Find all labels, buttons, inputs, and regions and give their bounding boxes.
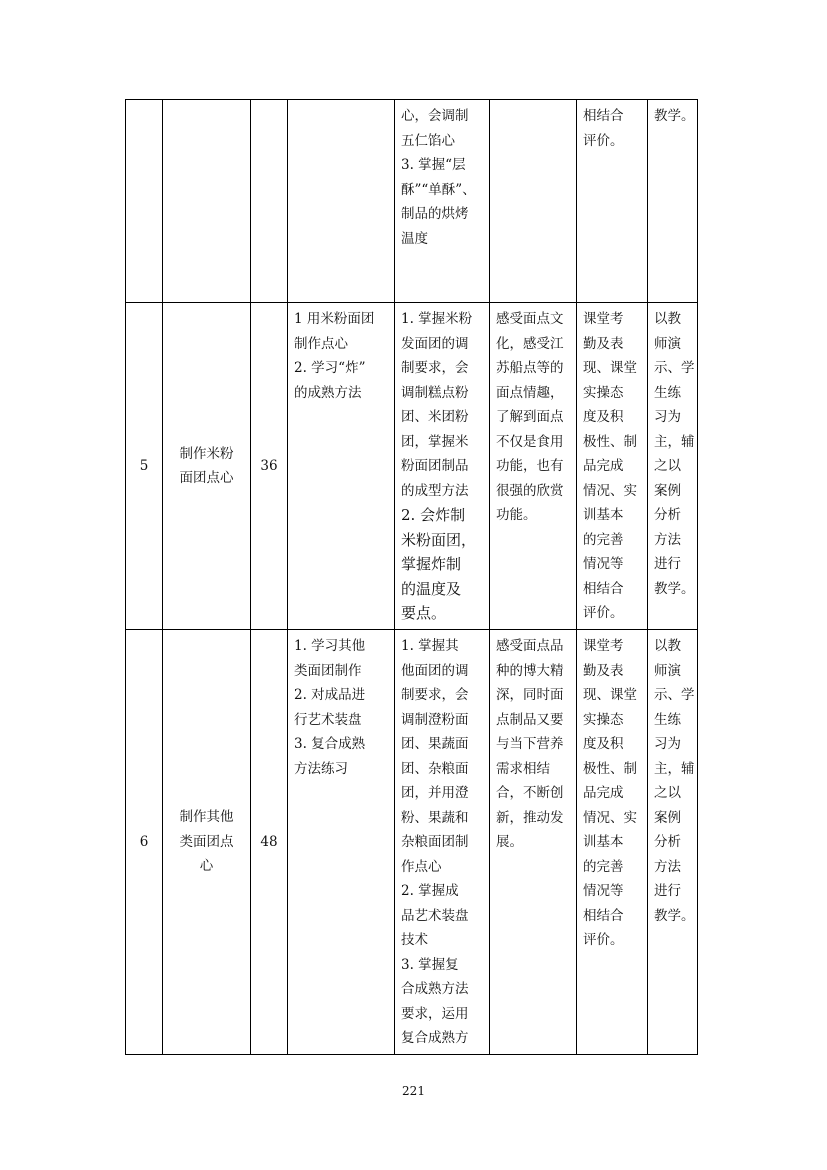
- cell-line: 实操态: [583, 711, 624, 728]
- row-number-cell: [126, 100, 163, 303]
- cell-line: 师演: [654, 662, 681, 679]
- cell-text: 5: [139, 457, 149, 474]
- cell-line: 作点心: [401, 858, 442, 875]
- cell-line: 团、杂粮面: [401, 760, 469, 777]
- teaching-content-cell: [288, 303, 395, 630]
- cell-line: 教学。: [654, 907, 695, 924]
- knowledge-skill-cell: [395, 630, 490, 1055]
- cell-line: 粉面团制品: [401, 458, 469, 474]
- cell-line: 温度: [401, 230, 428, 247]
- evaluation-cell: [577, 630, 648, 1055]
- hours-cell: [251, 630, 288, 1055]
- table-row: [126, 100, 698, 303]
- cell-line: 主，辅: [654, 760, 695, 777]
- cell-line: 制要求，会: [401, 687, 469, 703]
- cell-line: 酥”“单酥”、: [401, 181, 476, 198]
- cell-text: 48: [260, 833, 278, 850]
- cell-line: 教学。: [654, 580, 695, 597]
- knowledge-skill-cell: [395, 100, 490, 303]
- project-name-cell: [163, 303, 251, 630]
- cell-line: 技术: [401, 932, 428, 948]
- cell-line: 生练: [654, 384, 681, 401]
- cell-line: 案例: [654, 809, 681, 826]
- cell-line: 分析: [654, 507, 681, 523]
- cell-line: 情况、实: [583, 809, 637, 826]
- cell-line: 五仁馅心: [401, 132, 455, 149]
- cell-line: 心: [199, 858, 214, 875]
- page-number: 221: [402, 1084, 425, 1098]
- cell-line: 度及积: [583, 736, 624, 752]
- cell-line: 生练: [654, 711, 681, 728]
- cell-line: 情况、实: [583, 482, 637, 499]
- cell-line: 调制澄粉面: [401, 711, 469, 728]
- cell-line: 感受面点文: [496, 311, 564, 327]
- cell-line: 示、学: [654, 360, 695, 376]
- hours-cell: [251, 100, 288, 303]
- cell-line: 课堂考: [583, 311, 624, 327]
- cell-line: 团，掌握米: [401, 433, 469, 450]
- cell-line: 2. 会炸制: [401, 506, 466, 524]
- cell-line: 实操态: [583, 384, 624, 401]
- cell-line: 评价。: [583, 932, 624, 948]
- cell-line: 的温度及: [401, 579, 462, 598]
- cell-line: 3. 掌握复: [401, 956, 459, 973]
- cell-line: 1 用米粉面团: [294, 311, 375, 327]
- cell-line: 深，同时面: [496, 687, 564, 703]
- teaching-content-cell: [288, 630, 395, 1055]
- project-name-cell: [163, 630, 251, 1055]
- cell-line: 主，辅: [654, 433, 695, 450]
- cell-line: 了解到面点: [496, 409, 564, 425]
- cell-line: 的完善: [583, 858, 624, 875]
- cell-line: 示、学: [654, 687, 695, 703]
- cell-line: 习为: [654, 736, 681, 752]
- table-row: [126, 303, 698, 630]
- cell-line: 类面团制作: [294, 662, 362, 679]
- cell-line: 不仅是食用: [496, 433, 564, 450]
- cell-line: 训基本: [583, 507, 624, 523]
- cell-line: 制作其他: [179, 809, 234, 826]
- hours-cell: [251, 303, 288, 630]
- cell-line: 训基本: [583, 834, 624, 850]
- cell-line: 面团点心: [179, 470, 234, 486]
- cell-line: 化，感受江: [496, 335, 564, 352]
- cell-line: 杂粮面团制: [401, 834, 469, 850]
- cell-line: 需求相结: [496, 760, 550, 777]
- teaching-method-cell: [648, 630, 698, 1055]
- cell-line: 2. 对成品进: [294, 687, 366, 703]
- cell-line: 制作点心: [294, 335, 348, 352]
- cell-line: 1. 掌握米粉: [401, 311, 473, 327]
- cell-line: 勤及表: [583, 662, 624, 679]
- cell-line: 课堂考: [583, 638, 624, 654]
- cell-line: 1. 学习其他: [294, 638, 366, 654]
- cell-line: 1. 掌握其: [401, 638, 459, 654]
- cell-line: 品完成: [583, 785, 624, 801]
- cell-line: 功能。: [496, 507, 537, 523]
- cell-line: 勤及表: [583, 335, 624, 352]
- cell-line: 制作米粉: [179, 445, 234, 462]
- cell-line: 展。: [496, 834, 523, 850]
- cell-line: 品艺术装盘: [401, 907, 469, 924]
- cell-line: 方法练习: [294, 760, 348, 777]
- cell-line: 种的博大精: [496, 662, 564, 679]
- cell-line: 粉、果蔬和: [401, 809, 469, 826]
- cell-line: 现、课堂: [583, 687, 637, 703]
- cell-line: 类面团点: [179, 833, 234, 850]
- cell-line: 情况等: [583, 883, 624, 899]
- cell-line: 团，并用澄: [401, 785, 469, 801]
- syllabus-table: [125, 99, 698, 1055]
- cell-line: 方法: [654, 858, 681, 875]
- cell-line: 相结合: [583, 580, 624, 597]
- cell-line: 很强的欣赏: [496, 482, 564, 499]
- cell-line: 合成熟方法: [401, 981, 469, 997]
- cell-line: 复合成熟方: [401, 1030, 469, 1046]
- cell-line: 的成熟方法: [294, 384, 362, 401]
- cell-line: 掌握炸制: [401, 555, 462, 573]
- teaching-content-cell: [288, 100, 395, 303]
- cell-line: 进行: [654, 556, 681, 572]
- cell-line: 点制品又要: [496, 711, 564, 728]
- cell-line: 面点情趣，: [496, 384, 564, 401]
- quality-goal-cell: [490, 303, 577, 630]
- cell-line: 教学。: [654, 108, 695, 124]
- cell-line: 品完成: [583, 458, 624, 474]
- cell-line: 心，会调制: [401, 108, 469, 124]
- cell-line: 苏船点等的: [496, 360, 564, 376]
- cell-line: 极性、制: [583, 433, 637, 450]
- row-number-cell: [126, 630, 163, 1055]
- cell-line: 合，不断创: [496, 785, 564, 801]
- cell-line: 的完善: [583, 531, 624, 548]
- cell-line: 3. 复合成熟: [294, 736, 366, 752]
- cell-line: 制品的烘烤: [401, 206, 469, 222]
- cell-line: 2. 掌握成: [401, 883, 459, 899]
- cell-line: 制要求，会: [401, 360, 469, 376]
- cell-line: 度及积: [583, 409, 624, 425]
- cell-line: 以教: [654, 311, 681, 327]
- cell-line: 与当下营养: [496, 736, 564, 752]
- cell-line: 极性、制: [583, 760, 637, 777]
- evaluation-cell: [577, 100, 648, 303]
- cell-text: 6: [139, 833, 149, 850]
- quality-goal-cell: [490, 630, 577, 1055]
- knowledge-skill-cell: [395, 303, 490, 630]
- cell-line: 团、果蔬面: [401, 736, 469, 752]
- cell-text: 36: [260, 457, 278, 474]
- table-row: [126, 630, 698, 1055]
- cell-line: 功能，也有: [496, 458, 564, 474]
- cell-line: 进行: [654, 883, 681, 899]
- cell-line: 案例: [654, 482, 681, 499]
- cell-line: 团、米团粉: [401, 409, 469, 425]
- teaching-method-cell: [648, 303, 698, 630]
- cell-line: 相结合: [583, 108, 624, 124]
- cell-line: 2. 学习“炸”: [294, 360, 366, 376]
- cell-line: 师演: [654, 335, 681, 352]
- cell-line: 3. 掌握“层: [401, 157, 466, 173]
- cell-line: 感受面点品: [496, 638, 564, 654]
- cell-line: 方法: [654, 531, 681, 548]
- cell-line: 习为: [654, 409, 681, 425]
- cell-line: 分析: [654, 834, 681, 850]
- cell-line: 现、课堂: [583, 360, 637, 376]
- cell-line: 评价。: [583, 132, 624, 149]
- evaluation-cell: [577, 303, 648, 630]
- teaching-method-cell: [648, 100, 698, 303]
- cell-line: 要求，运用: [401, 1005, 469, 1022]
- quality-goal-cell: [490, 100, 577, 303]
- cell-line: 行艺术装盘: [294, 711, 362, 728]
- cell-line: 要点。: [401, 604, 447, 622]
- cell-line: 评价。: [583, 605, 624, 621]
- cell-line: 调制糕点粉: [401, 384, 469, 401]
- cell-line: 之以: [654, 785, 681, 801]
- cell-line: 以教: [654, 638, 681, 654]
- row-number-cell: [126, 303, 163, 630]
- cell-line: 相结合: [583, 907, 624, 924]
- cell-line: 情况等: [583, 556, 624, 572]
- cell-line: 的成型方法: [401, 482, 469, 499]
- cell-line: 米粉面团，: [401, 530, 477, 549]
- cell-line: 新，推动发: [496, 809, 564, 826]
- project-name-cell: [163, 100, 251, 303]
- cell-line: 他面团的调: [401, 662, 469, 679]
- cell-line: 发面团的调: [401, 335, 469, 352]
- cell-line: 之以: [654, 458, 681, 474]
